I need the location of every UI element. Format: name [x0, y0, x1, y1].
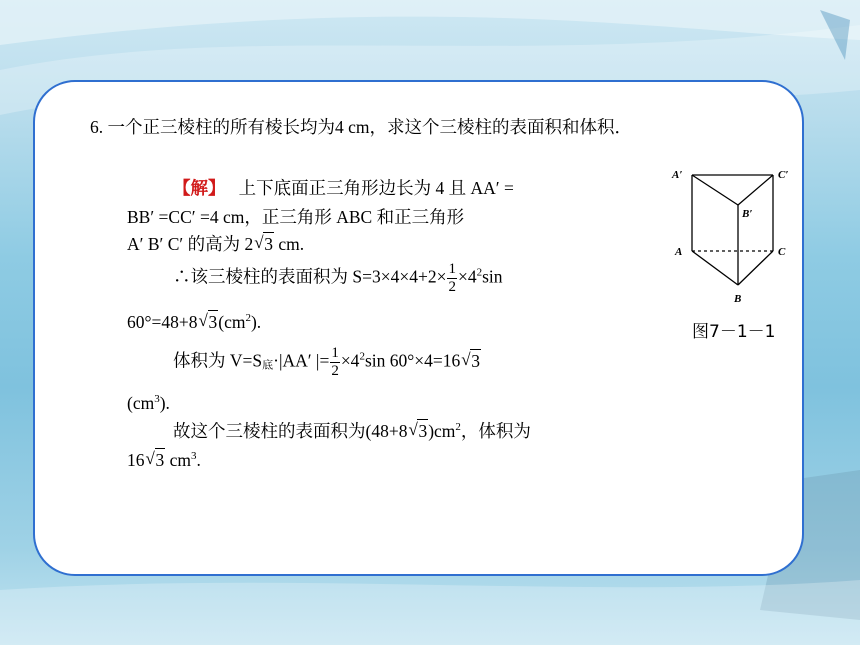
sqrt-symbol: √ 3 [198, 311, 218, 332]
solution-line-8: 故这个三棱柱的表面积为(48+8 √ $3)cm^2$，体积为 [173, 420, 531, 441]
label-a-prime: A′ [672, 169, 683, 181]
solution-tag: 【解】 [173, 178, 217, 198]
edge-a-b [692, 251, 738, 285]
solution-line-6: 体积为 V=S底·|AA′ |= $\frac{1}{2}$ $\times 4^2\sin$ 60°×4=16 √ 3 [173, 345, 480, 379]
fraction: $\frac{1}{2}$ [448, 261, 456, 295]
figure-caption: 图7－1－1 [692, 322, 776, 342]
sqrt-symbol: √ 3 [254, 233, 273, 254]
fraction: $\frac{1}{2}$ [331, 345, 339, 379]
solution-line-5: 60°=48+8 √ $3(cm^2)$. [127, 311, 262, 332]
label-b: B [734, 293, 742, 305]
solution-line-7: $(cm^3)$. [127, 393, 170, 413]
sqrt-symbol: √ 3 [408, 420, 428, 441]
solution-line-1: 【解】 上下底面正三角形边长为 4 且 AA′ = [173, 178, 514, 198]
solution-line-4: ∴该三棱柱的表面积为 S=3×4×4+2× $\frac{1}{2}$ $\times 4^2\sin$ [173, 261, 503, 295]
question-text: 6. 一个正三棱柱的所有棱长均为4 cm，求这个三棱柱的表面积和体积． [90, 117, 633, 137]
label-c: C [778, 246, 786, 258]
prism-figure [668, 160, 798, 310]
sqrt-symbol: √ 3 [145, 449, 165, 470]
label-a: A [675, 246, 683, 258]
edge-c1-b1 [738, 175, 773, 205]
label-c-prime: C′ [778, 169, 789, 181]
edge-a1-b1 [692, 175, 738, 205]
edge-c-b [738, 251, 773, 285]
sqrt-symbol: √ 3 [461, 349, 480, 371]
solution-line-3: A′ B′ C′ 的高为 2 √ 3 cm. [127, 233, 305, 254]
solution-line-9: 16 √ 3 $cm^3$. [127, 449, 201, 470]
label-b-prime: B′ [742, 208, 753, 220]
solution-line-2: BB′ =CC′ =4 cm，正三角形 ABC 和正三角形 [127, 207, 465, 227]
